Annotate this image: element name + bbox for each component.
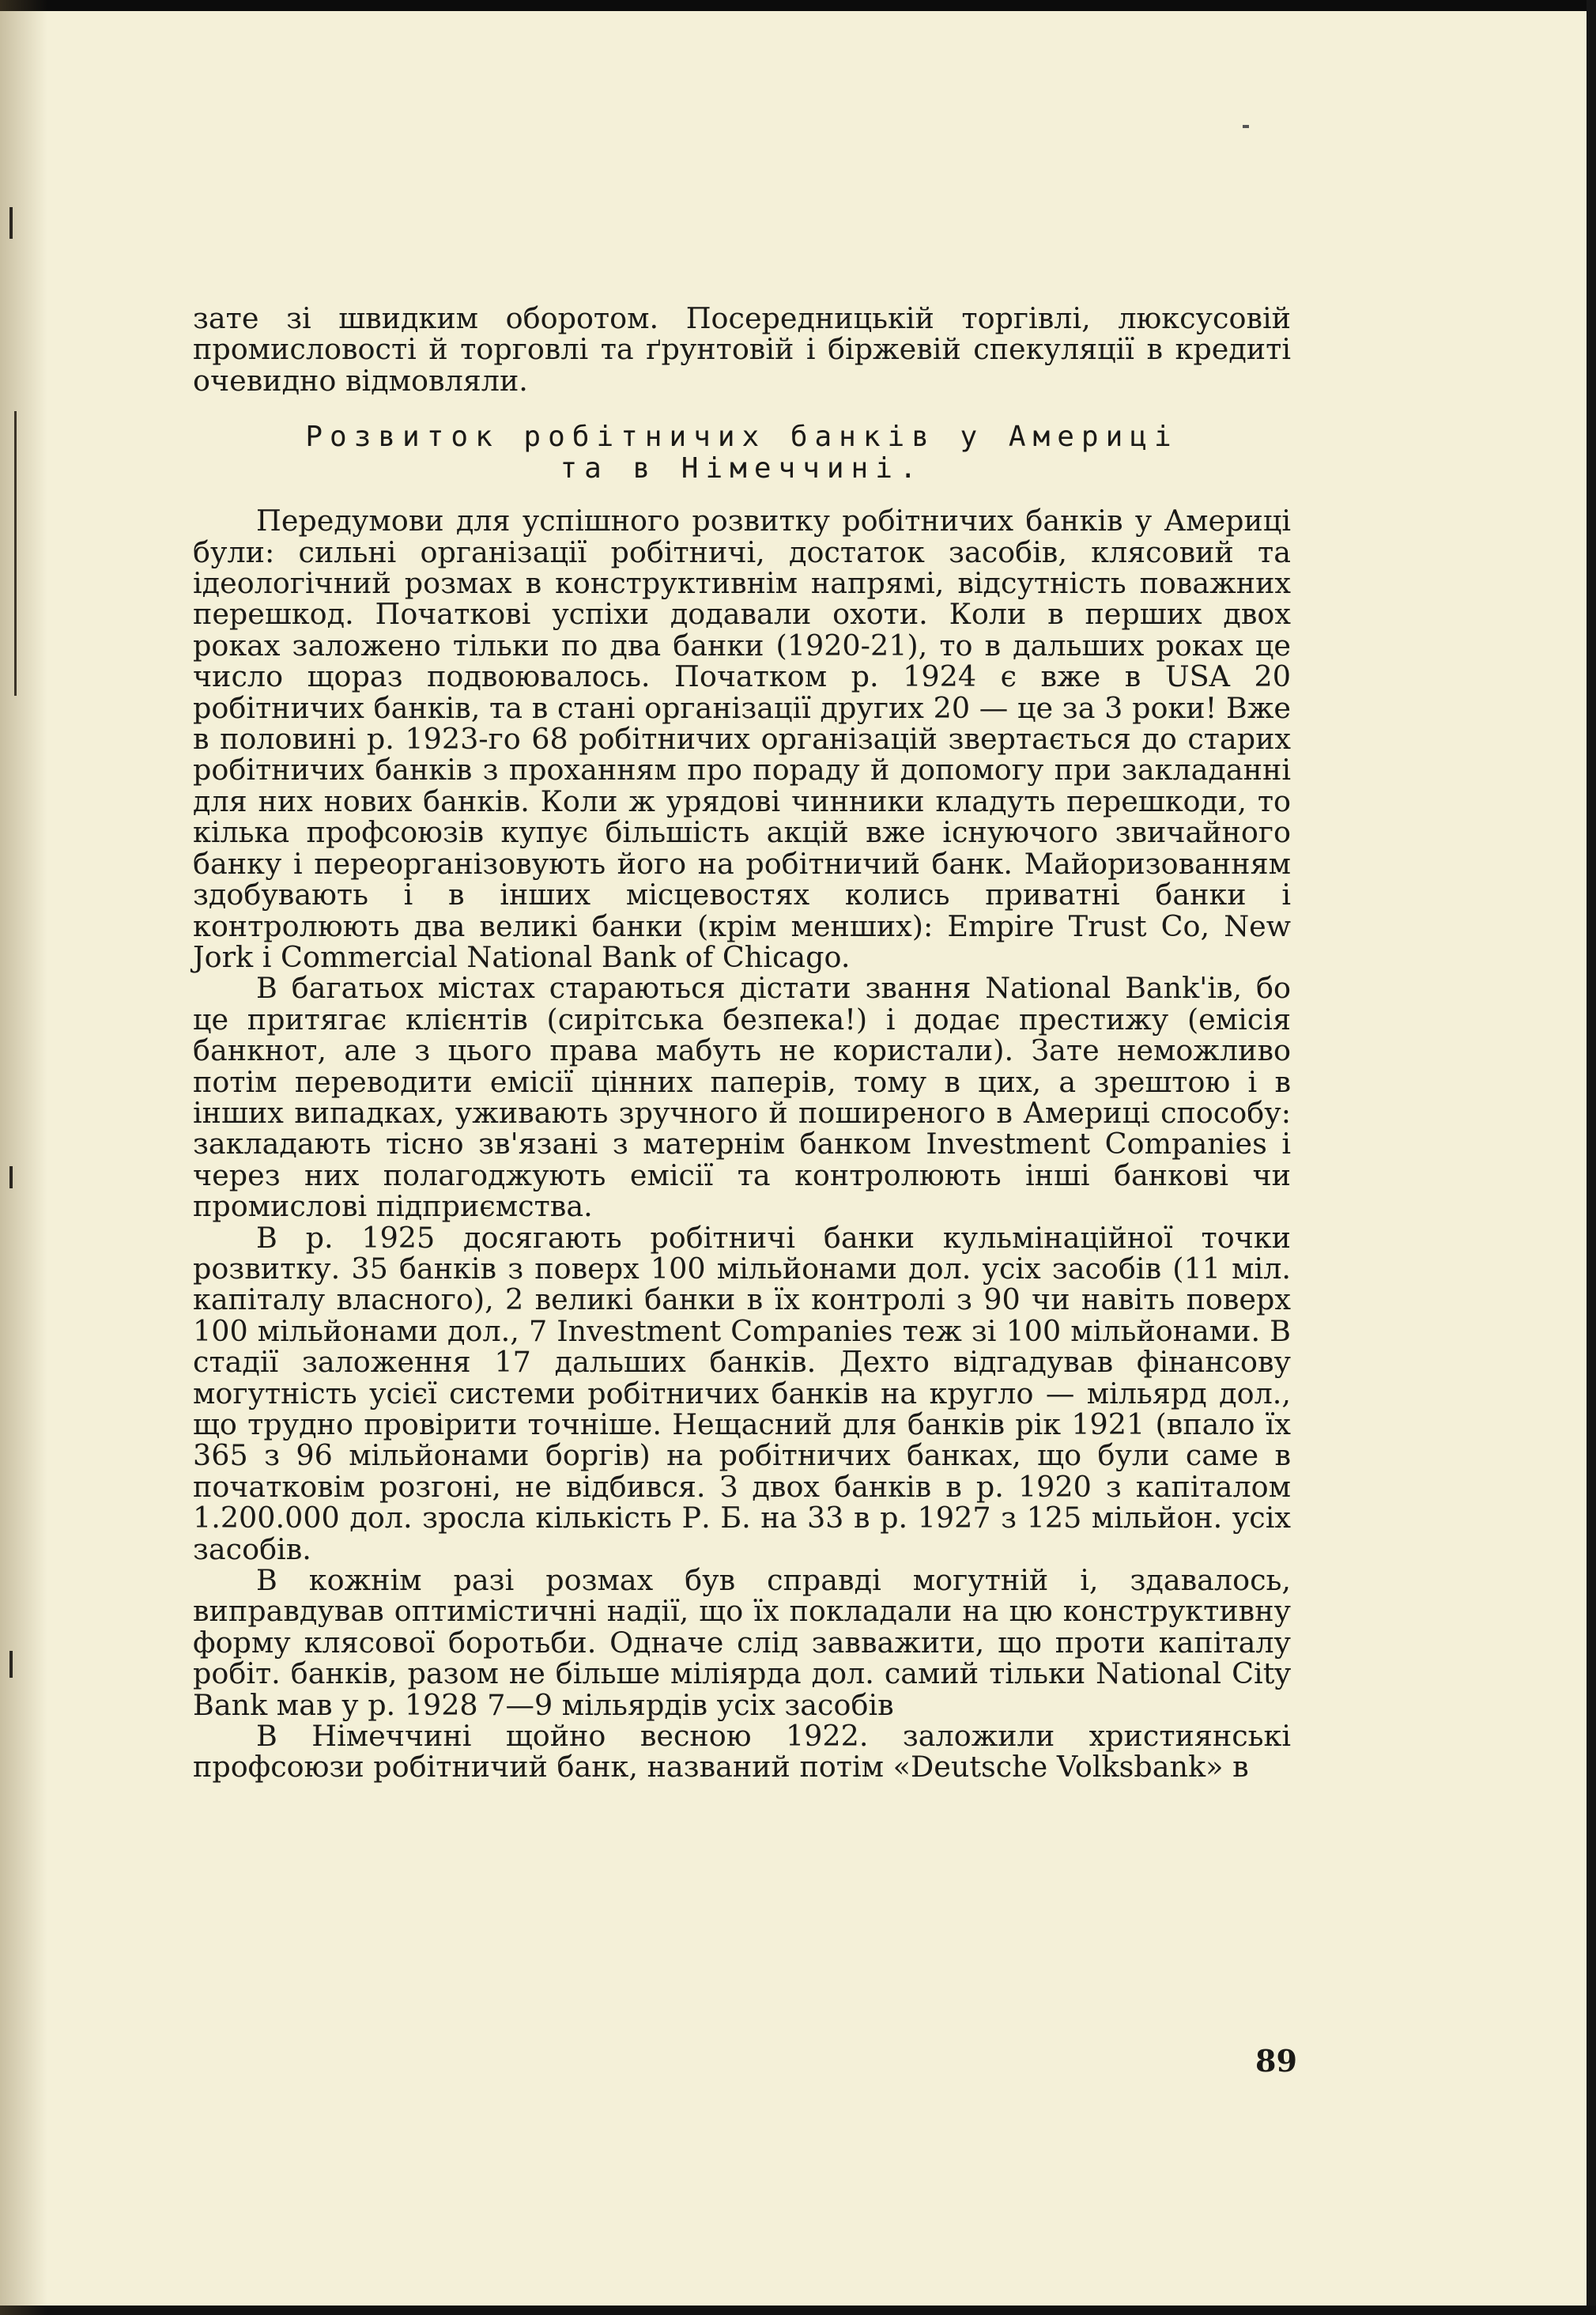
scan-speck xyxy=(1243,125,1249,128)
paragraph-national-banks: В багатьох містах стараються дістати звання National Bank'ів, бо це притягає клієнтів (сирітська безпека!) і додає престижу (емісія банкнот, але з цього права мабуть не користали). Зате неможливо потім переводити емісії цінних паперів, тому в цих, а зрештою і в інших випадках, уживають зручного й поширеного в Америці способу: закладають тісно зв'язані з матернім банком Investment Companies і через них полагоджують емісії та контролюють інші банкові чи промислові підприємства. xyxy=(193,971,1291,1224)
paragraph-scale-comparison: В кожнім разі розмах був справді могутній і, здавалось, виправдував оптимістичні надії, що їх покладали на цю конструктивну форму клясової боротьби. Одначе слід завважити, що проти капіталу робіт. банків, разом не більше міліярда дол. самий тільки National City Bank мав у р. 1928 7—9 мільярдів усіх засобів xyxy=(193,1563,1291,1722)
scan-border-bottom xyxy=(0,2306,1596,2315)
binding-mark xyxy=(9,1166,13,1188)
paragraph-1925-peak: В р. 1925 досягають робітничі банки кульмінаційної точки розвитку. 35 банків з поверх 100 мільйонами дол. усіх засобів (11 міл. капіталу власного), 2 великі банки в їх контролі з 90 чи навіть поверх 100 мільйонами дол., 7 Investment Companies теж зі 100 мільйонами. В стадії заложення 17 дальших банків. Дехто відгадував фінансову могутність усієї системи робітничих банків на кругло — мільярд дол., що трудно провірити точніше. Нещасний для банків рік 1921 (впало їх 365 з 96 мільйонами боргів) на робітничих банках, що були саме в початковім розгоні, не відбився. З двох банків в р. 1920 з капіталом 1.200.000 дол. зросла кількість Р. Б. на 33 в р. 1927 з 125 мільйон. усіх засобів. xyxy=(193,1220,1291,1566)
binding-mark xyxy=(14,411,17,696)
binding-shadow xyxy=(0,0,47,2315)
page-body xyxy=(193,303,1291,1783)
scan-border-right xyxy=(1587,0,1596,2315)
binding-mark xyxy=(9,1651,13,1678)
opening-paragraph: зате зі швидким оборотом. Посередницькій торгівлі, люксусовій промисловості й торговлі та ґрунтовій і біржевій спекуляції в кредиті очевидно відмовляли. xyxy=(193,301,1291,398)
binding-mark xyxy=(9,207,13,239)
paragraph-germany: В Німеччині щойно весною 1922. заложили християнські профсоюзи робітничий банк, названий потім «Deutsche Volksbank» в xyxy=(193,1719,1291,1784)
paragraph-america: Передумови для успішного розвитку робітничих банків у Америці були: сильні організації робітничі, достаток засобів, клясовий та ідеологічний розмах в конструктивнім напрямі, відсутність поважних перешкод. Початкові успіхи додавали охоти. Коли в перших двох роках заложено тільки по два банки (1920-21), то в дальших роках це число щораз подвоювалось. Початком р. 1924 є вже в USA 20 робітничих банків, та в стані організації других 20 — це за 3 роки! Вже в половині р. 1923-го 68 робітничих організацій звертається до старих робітничих банків з проханням про пораду й допомогу при закладанні для них нових банків. Коли ж урядові чинники кладуть перешкоди, то кілька профсоюзів купує більшість акцій вже існуючого звичайного банку і переорганізовують його на робітничий банк. Майоризованням здобувають і в інших місцевостях колись приватні банки і контролюють два великі банки (крім менших): Empire Trust Co, New Jork і Commercial National Bank of Chicago. xyxy=(193,504,1291,974)
scan-border-top xyxy=(0,0,1596,11)
section-heading xyxy=(193,421,1291,485)
page-number: 89 xyxy=(1255,2043,1297,2079)
section-heading-line-1: Розвиток робітничих банків у Америці xyxy=(305,421,1179,454)
section-heading-line-2: та в Німеччині. xyxy=(560,452,924,485)
